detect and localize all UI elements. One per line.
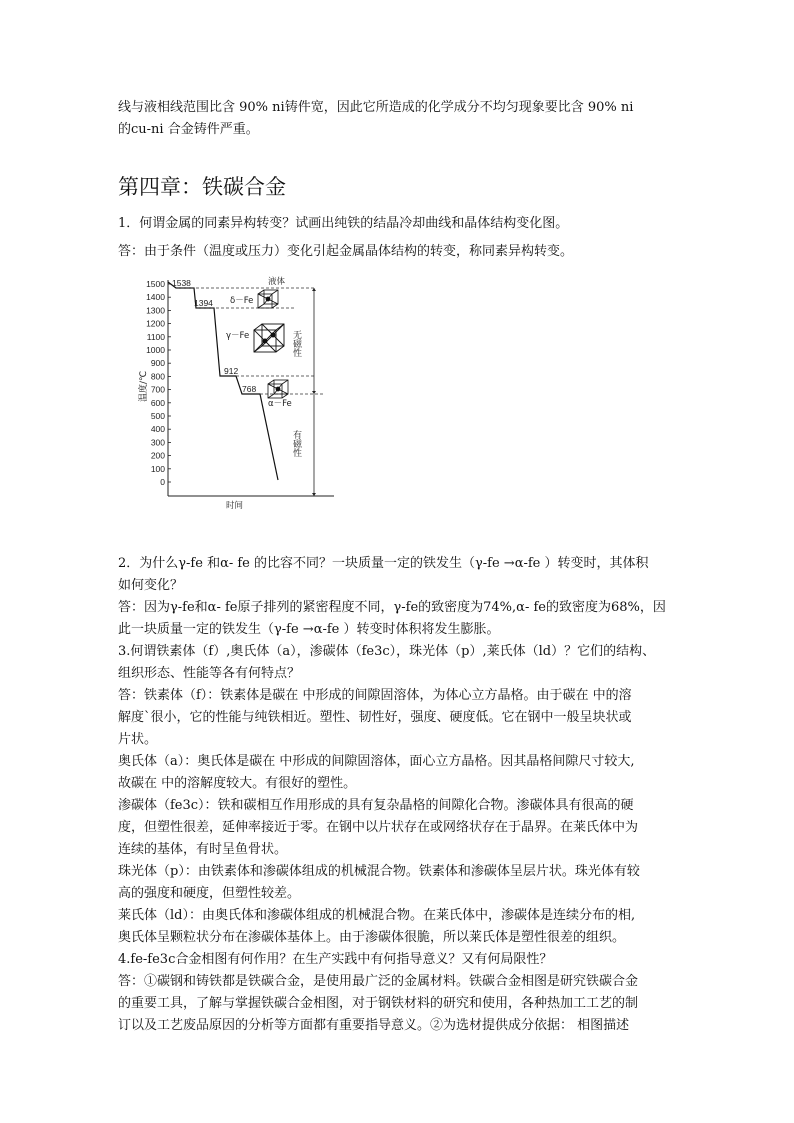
intro-line-2: 的cu-ni 合金铸件严重。 (118, 122, 259, 137)
q4-question: 4.fe-fe3c合金相图有何作用？在生产实践中有何指导意义？又有何局限性？ (118, 952, 553, 967)
q3-line-2: 组织形态、性能等各有何特点？ (118, 666, 301, 681)
austenite-2: 故碳在 中的溶解度较大。有很好的塑性。 (118, 776, 357, 791)
bcc-lattice-icon (258, 290, 278, 308)
q3-line-1: 3.何谓铁素体（f）,奥氏体（a），渗碳体（fe3c），珠光体（p）,莱氏体（ld）？它们的结构、 (118, 644, 656, 659)
y-tick-label: 1300 (146, 305, 165, 316)
y-tick-label: 600 (150, 397, 165, 408)
phase-gamma: γ－Fe (226, 331, 250, 341)
ledeburite-2: 奥氏体呈颗粒状分布在渗碳体基体上。由于渗碳体很脆，所以莱氏体是塑性很差的组织。 (118, 930, 626, 945)
y-tick-label: 700 (150, 384, 165, 395)
point-768: 768 (242, 384, 257, 394)
label-nonmagnetic: 无磁性 (291, 330, 301, 357)
point-1538: 1538 (172, 278, 191, 288)
point-912: 912 (224, 366, 239, 376)
phase-alpha: α－Fe (268, 399, 292, 409)
point-1394: 1394 (194, 298, 213, 308)
q1-answer: 答：由于条件（温度或压力）变化引起金属晶体结构的转变，称同素异构转变。 (118, 244, 574, 259)
y-tick-label: 0 (160, 477, 165, 487)
bcc-alpha-lattice-icon (268, 380, 288, 398)
q2-line-2: 如何变化？ (118, 578, 184, 593)
intro-line-1: 线与液相线范围比含 90% ni铸件宽，因此它所造成的化学成分不均匀现象要比含 90% ni (118, 100, 634, 115)
ledeburite-1: 莱氏体（ld）：由奥氏体和渗碳体组成的机械混合物。在莱氏体中，渗碳体是连续分布的相, (118, 908, 636, 923)
pearlite-2: 高的强度和硬度，但塑性较差。 (118, 886, 301, 901)
y-tick-label: 1000 (146, 345, 165, 355)
y-tick-label: 1400 (146, 292, 165, 303)
pearlite-1: 珠光体（p）：由铁素体和渗碳体组成的机械混合物。铁素体和渗碳体呈层片状。珠光体有较 (118, 864, 640, 879)
y-tick-label: 500 (150, 411, 165, 421)
ferrite-2: 解度`很小，它的性能与纯铁相近。塑性、韧性好，强度、硬度低。它在钢中一般呈块状或 (118, 710, 632, 725)
y-tick-label: 1200 (146, 318, 165, 329)
q1-question: 1．何谓金属的同素异构转变？试画出纯铁的结晶冷却曲线和晶体结构变化图。 (118, 216, 569, 231)
y-tick-label: 1500 (146, 279, 165, 289)
cementite-2: 度，但塑性很差，延伸率接近于零。在钢中以片状存在或网络状存在于晶界。在莱氏体中为 (118, 820, 639, 835)
phase-delta: δ－Fe (230, 296, 254, 306)
y-tick-label: 1100 (146, 331, 165, 342)
cooling-curve-svg (138, 272, 338, 512)
label-magnetic: 有磁性 (291, 430, 301, 457)
x-axis-label: 时间 (226, 501, 244, 511)
y-axis-label: 温度/℃ (139, 370, 149, 402)
ferrite-3: 片状。 (118, 732, 158, 747)
iron-cooling-curve-figure (138, 272, 338, 512)
q4-answer-1: 答：①碳钢和铸铁都是铁碳合金，是使用最广泛的金属材料。铁碳合金相图是研究铁碳合金 (118, 974, 639, 989)
y-tick-label: 900 (150, 358, 165, 369)
y-tick-label: 200 (150, 450, 165, 461)
phase-liquid: 液体 (268, 277, 286, 287)
cementite-1: 渗碳体（fe3c）：铁和碳相互作用形成的具有复杂晶格的间隙化合物。渗碳体具有很高的硬 (118, 798, 634, 813)
y-tick-label: 800 (150, 371, 165, 382)
chapter-title: 第四章：铁碳合金 (118, 175, 286, 199)
q2-answer-1: 答：因为γ-fe和α- fe原子排列的紧密程度不同，γ-fe的致密度为74%,α- fe的致密度为68%，因 (118, 600, 666, 615)
austenite-1: 奥氏体（a）：奥氏体是碳在 中形成的间隙固溶体，面心立方晶格。因其晶格间隙尺寸较大, (118, 754, 635, 769)
q4-answer-2: 的重要工具，了解与掌握铁碳合金相图，对于钢铁材料的研究和使用，各种热加工工艺的制 (118, 996, 639, 1011)
q2-line-1: 2．为什么γ-fe 和α- fe 的比容不同？一块质量一定的铁发生（γ-fe →α-fe ）转变时，其体积 (118, 556, 649, 571)
q4-answer-3: 订以及工艺废品原因的分析等方面都有重要指导意义。②为选材提供成分依据： 相图描述 (118, 1018, 630, 1033)
y-tick-label: 400 (150, 424, 165, 435)
q2-answer-2: 此一块质量一定的铁发生（γ-fe →α-fe ）转变时体积将发生膨胀。 (118, 622, 500, 637)
ferrite-1: 答：铁素体（f）：铁素体是碳在 中形成的间隙固溶体，为体心立方晶格。由于碳在 中的溶 (118, 688, 632, 703)
y-tick-label: 300 (150, 437, 165, 448)
cementite-3: 连续的基体，有时呈鱼骨状。 (118, 842, 288, 857)
fcc-lattice-icon (254, 324, 284, 352)
cooling-curve (168, 282, 278, 480)
y-tick-label: 100 (150, 463, 165, 474)
